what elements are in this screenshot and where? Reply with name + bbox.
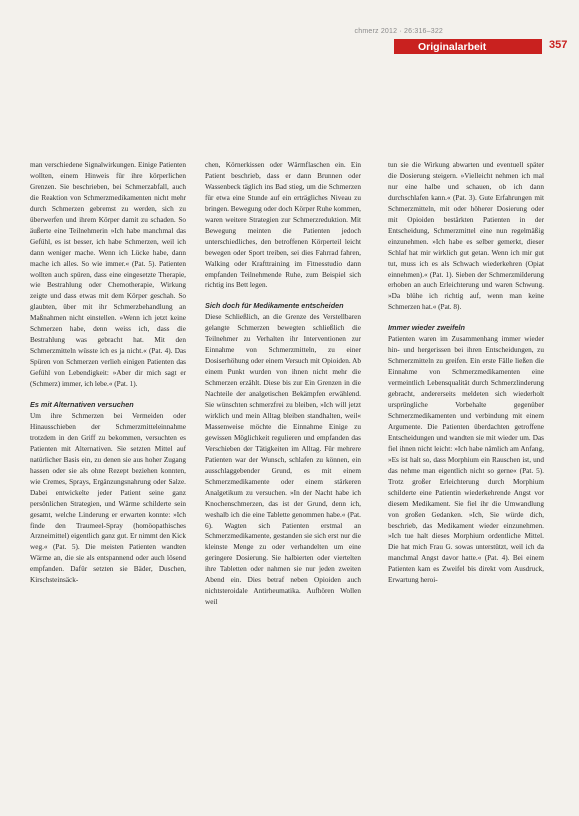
text-column-1 (30, 160, 186, 810)
section-subheading: Sich doch für Medikamente entscheiden (205, 301, 344, 311)
page-number: 357 (549, 39, 568, 51)
text-column-2 (205, 160, 361, 810)
section-label: Originalarbeit (418, 41, 487, 53)
section-subheading: Immer wieder zweifeln (388, 323, 465, 333)
body-paragraph: Um ihre Schmerzen bei Vermeiden oder Hinausschieben der Schmerzmitteleinnahme trotzdem in den Griff zu bekommen, versuchten es Patienten mit Alternativen. Sie setzten Mittel auf natürlicher Basis ein, zu denen sie aus hoher Zugang hassen oder sie als ohne Rezept beziehen konnten, wie Cremes, Sprays, Ergänzungsnahrung oder Salze. Dabei entwickelte jeder Patient seine ganz persönlichen Strategien, und Wärme schilderte sein gesamt, welche Linderung er erwarten konnte: »Ich finde den Traumeel-Spray (homöopathisches Arzneimittel) eigentlich ganz gut. Er nimmt den Kick weg.« (Pat. 5). Die meisten Patienten wandten Wärme an, die sie als entspannend oder auch lösend empfanden. Dafür setzten sie Bäder, Duschen, Kirschsteinsäck- (30, 411, 186, 585)
body-paragraph: tun sie die Wirkung abwarten und eventuell später die Dosierung steigern. »Vielleicht nehmen ich mal nur eine halbe und schauen, ob ich dann durchschlafen kann.« (Pat. 3). Gute Erfahrungen mit Schmerzmitteln, mit oder höherer Dosierung oder mit Opioiden bestärkten Patienten in der Entscheidung, Schmerzmittel eine nun regelmäßig einzunehmen. »Ich habe es selber gemerkt, dieser Schlaf hat mir wirklich gut getan. Wenn ich mir gut tut, muss ich es als Schwach wiederkehren (Opiat einnehmen).« (Pat. 1). Sieben der Schmerzmilderung erhoben an auch Erleichterung und waren Schwung. »Da blühe ich richtig auf, wenn man keine Schmerzen hat.« (Pat. 8). (388, 161, 544, 312)
body-paragraph: chen, Körnerkissen oder Wärmflaschen ein. Ein Patient beschrieb, dass er dann Brunnen oder Wassenbeck täglich ins Bad stieg, um die Schmerzen für etwa eine Stunde auf ein erträgliches Niveau zu bringen. Bewegung oder doch Körper Ruhe kommen, waren weitere Strategien zur Schmerzreduktion. Mit Bewegung meinten die Patienten jedoch unterschiedliches, den betroffenen Körperteil leicht bewegen oder Sport treiben, sei dies Fahrrad fahren, Walking oder Krafttraining im Fitnesstudio dann empfanden Teilnehmende Ruhe, zum Beispiel sich richtig ins Bett legen. (205, 161, 361, 290)
journal-header-reference: chmerz 2012 · 26:316–322 (354, 28, 443, 35)
text-column-3 (388, 160, 544, 810)
body-paragraph: man verschiedene Signalwirkungen. Einige Patienten wollten, einem Hinweis für ihre körperlichen Grenzen. Sie beschrieben, bei Schmerzabfall, auch die Reaktion von Schmerzmedikamenten nicht mehr durch Schmerzen gebremst zu werden, sich zu überwerfen und ihrem Körper damit zu schaden. So äußerte eine Teilnehmerin »Ich habe manchmal das Gefühl, es ist besser, ich habe Schmerzen, weil ich dann weniger mache. Wenn ich Lücke habe, dann mache ich alles. So wie immer.« (Pat. 5). Patienten wollten auch spüren, dass eine eingesetzte Therapie, wie Bestrahlung oder Chemotherapie, Wirkung zeigte und dass etwas mit dem Körper geschah. So glaubten, über mit ihr Schmerzbehandlung an Maßnahmen nicht einstellen. »Wenn ich jetzt keine Schmerzen habe, denn weiss ich, dass die Bestrahlung was gebracht hat. Mit den Schmerzmitteln wüsste ich es ja nicht.« (Pat. 4). Das Spüren von Schmerzen verlieh einigen Patienten das Gefühl von Lebendigkeit: »Aber dir mich sagt er (Schmerz) immer, ich lebe.« (Pat. 1). (30, 161, 186, 389)
body-paragraph: Diese Schließlich, an die Grenze des Verstellbaren gelangte Schmerzen bewegten schließlich die Teilnehmer zu Verhalten ihr Interventionen zur Einnahme von Schmerzmitteln, zu einer Dosiserhöhung oder einem Versuch mit Opioiden. Ab einem Punkt wurden von ihnen nicht mehr die Schmerzen erzählt. Diese bis zur Ein Grenzen in die Nachteile der analgetischen Bekämpfen erwählend. Sie wünschten schmerzfrei zu bleiben, »Ich will jetzt wirklich und mein Alltag bleiben standhalten, weil« Massenweise möchte die Einnahme Einige zu gewissen Möglichkeit regulieren und empfanden das Verschieben der Tätigkeiten im Alltag. Für mehrere Patienten war der Wunsch, schlafen zu können, ein ausschlaggebender Grund, es mit einem Schmerzmedikamente oder einem stärkeren Analgetikum zu versuchen. »In der Nacht habe ich Knochenschmerzen, das ist der Grund, denn ich, weshalb ich die eine Tablette genommen habe.« (Pat. 6). Wagten sich Patienten erstmal an Schmerzmedikamente, gestanden sie sich erst nur die kleinste Menge zu oder verhandelten um eine geringere Dosierung. Sie halbierten oder viertelten ihre Tabletten oder nahmen sie nur jeden zweiten Abend ein. Dies betraf neben Opioiden auch nichtsteroidale Antirheumatika. Aufhören Wollen weil (205, 313, 361, 607)
section-subheading: Es mit Alternativen versuchen (30, 400, 134, 410)
body-paragraph: Patienten waren im Zusammenhang immer wieder hin- und hergerissen bei ihren Entscheidungen, zu Schmerzmitteln zu greifen. Ein erste Fälle ließen die Einnahme von Schmerzmedikamenten eine vermeintlich Lebensqualität durch Schmerzlinderung gebracht, andererseits meldeten sich wiederholt ursprüngliche Vorbehalte gegenüber Schmerzmedikamenten und verbindung mit einem Argumente. Die Patienten überdachten getroffene Entscheidungen und wandten sie mit wieder um. Das fiel ihnen nicht leicht: »Ich habe nämlich am Anfang, »Es ist halt so, dass Morphium ein Rauschen ist, und das nehme man eigentlich nicht so gerne« (Pat. 5). Trotz großer Erleichterung durch Morphium schilderte eine Patientin wiederkehrende Angst vor diesem Medikament. Sie fiel ihr die Umwandlung von großen Gedanken. »Ich, Sie würde dich, beschrieb, das Medikament wieder einzunehmen. »Ich tue halt dieses Morphium ordentliche Mittel. Die hat mich Frau G. sowas unterstützt, weil ich da manchmal Angst davor hatte.« (Pat. 4). Bei einem Patienten kam es Zweifel bis direkt vom Ausdruck, Erwartung heroi- (388, 335, 544, 585)
